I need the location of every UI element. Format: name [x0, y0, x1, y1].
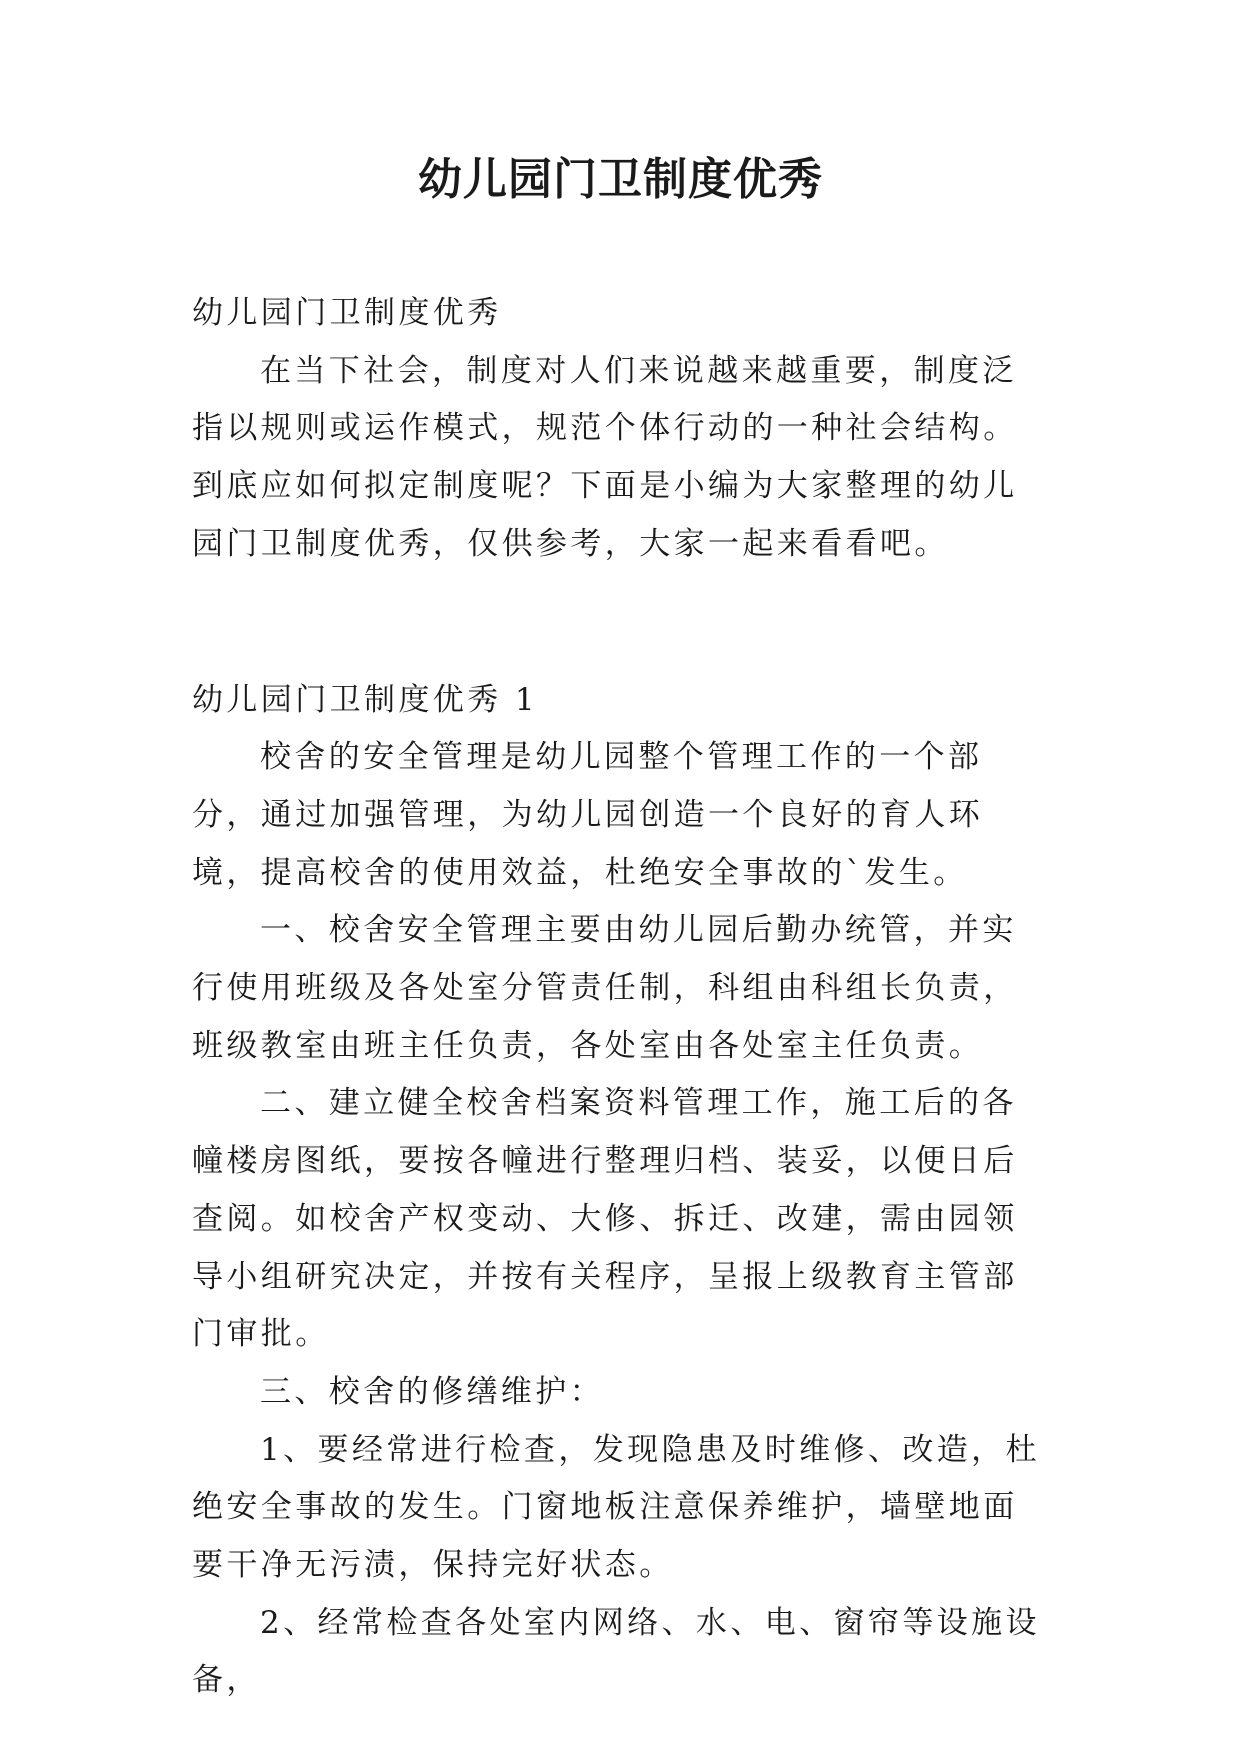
intro-paragraph: 在当下社会，制度对人们来说越来越重要，制度泛指以规则或运作模式，规范个体行动的一种社会结构。到底应如何拟定制度呢？下面是小编为大家整理的幼儿园门卫制度优秀，仅供参考，大家一起来看看吧。: [192, 352, 1018, 562]
body-paragraph: 1、要经常进行检查，发现隐患及时维修、改造，杜绝安全事故的发生。门窗地板注意保养维护，墙壁地面要干净无污渍，保持完好状态。: [192, 1431, 1040, 1584]
body-paragraph: 一、校舍安全管理主要由幼儿园后勤办统管，并实行使用班级及各处室分管责任制，科组由科组长负责，班级教室由班主任负责，各处室由各处室主任负责。: [192, 912, 1018, 1064]
document-title: 幼儿园门卫制度优秀: [418, 154, 823, 205]
document-body: [192, 285, 1044, 1710]
document-subtitle: 幼儿园门卫制度优秀: [192, 295, 502, 331]
section-spacer: [192, 574, 1044, 672]
body-paragraph: 校舍的安全管理是幼儿园整个管理工作的一个部分，通过加强管理，为幼儿园创造一个良好的育人环境，提高校舍的使用效益，杜绝安全事故的`发生。: [192, 739, 984, 891]
body-paragraph: 二、建立健全校舍档案资料管理工作，施工后的各幢楼房图纸，要按各幢进行整理归档、装妥，以便日后查阅。如校舍产权变动、大修、拆迁、改建，需由园领导小组研究决定，并按有关程序，呈报上级教育主管部门审批。: [192, 1085, 1018, 1353]
body-paragraph: 三、校舍的修缮维护：: [260, 1373, 604, 1410]
body-paragraph: 2、经常检查各处室内网络、水、电、窗帘等设施设备，: [192, 1604, 1040, 1699]
section-heading: 幼儿园门卫制度优秀 1: [192, 681, 538, 718]
